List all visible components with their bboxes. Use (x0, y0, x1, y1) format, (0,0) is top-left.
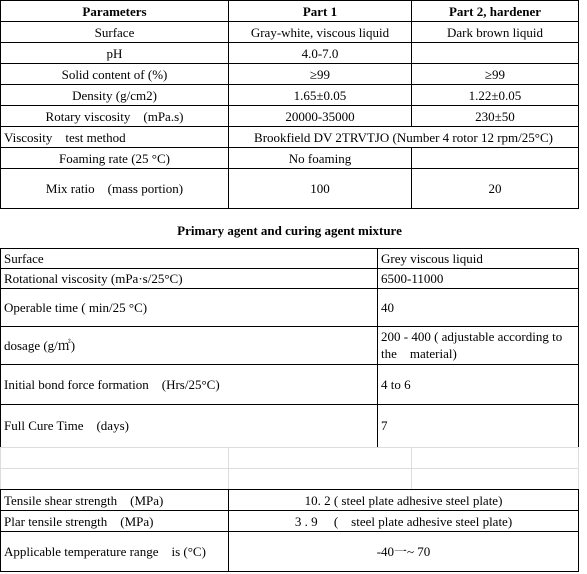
mix-part2: 20 (412, 169, 579, 209)
row-label: Rotary viscosity (mPa.s) (1, 106, 229, 127)
row-label: Density (g/cm2) (1, 85, 229, 106)
part1-value: Gray-white, viscous liquid (229, 22, 412, 43)
spacer-cell (1, 469, 229, 490)
table-row (1, 364, 579, 404)
part1-value: 4.0-7.0 (229, 43, 412, 64)
table-row (1, 326, 579, 364)
method-row (1, 127, 579, 148)
header-parameters: Parameters (1, 1, 229, 22)
parameters-table (0, 0, 579, 209)
mixture-value: Grey viscous liquid (378, 248, 579, 268)
strength-label: Applicable temperature range is (°C) (1, 532, 229, 572)
part1-value: ≥99 (229, 64, 412, 85)
table-row (1, 511, 579, 532)
mix-row (1, 169, 579, 209)
mixture-table (0, 213, 579, 448)
strength-value: -40一~ 70 (229, 532, 579, 572)
row-label: Surface (1, 22, 229, 43)
part1-value: 20000-35000 (229, 106, 412, 127)
header-part1: Part 1 (229, 1, 412, 22)
table-row (1, 106, 579, 127)
part1-value: 1.65±0.05 (229, 85, 412, 106)
spacer-cell (229, 469, 412, 490)
mixture-value: 200 - 400 ( adjustable according to the material) (378, 326, 579, 364)
part2-value: 1.22±0.05 (412, 85, 579, 106)
mixture-label: Surface (1, 248, 378, 268)
mix-label: Mix ratio (mass portion) (1, 169, 229, 209)
blank-spacer-grid (0, 447, 579, 490)
row-label: Solid content of (%) (1, 64, 229, 85)
table-row (1, 22, 579, 43)
part2-value: ≥99 (412, 64, 579, 85)
mixture-value: 7 (378, 404, 579, 447)
spacer-row (1, 469, 579, 490)
spacer-row (1, 448, 579, 469)
mixture-value: 40 (378, 288, 579, 326)
strength-label: Tensile shear strength (MPa) (1, 490, 229, 511)
spacer-cell (412, 469, 579, 490)
part2-value (412, 43, 579, 64)
part2-value: 230±50 (412, 106, 579, 127)
table-row (1, 288, 579, 326)
header-part2: Part 2, hardener (412, 1, 579, 22)
header-row (1, 1, 579, 22)
spacer-cell (229, 448, 412, 469)
table-row (1, 248, 579, 268)
table-row (1, 490, 579, 511)
table-row (1, 85, 579, 106)
foaming-label: Foaming rate (25 °C) (1, 148, 229, 169)
mixture-value: 6500-11000 (378, 268, 579, 288)
strength-value: 10. 2 ( steel plate adhesive steel plate) (229, 490, 579, 511)
table-row (1, 404, 579, 447)
foaming-part1: No foaming (229, 148, 412, 169)
mixture-value: 4 to 6 (378, 364, 579, 404)
mixture-label: Initial bond force formation (Hrs/25°C) (1, 364, 378, 404)
spacer-cell (1, 448, 229, 469)
part2-value: Dark brown liquid (412, 22, 579, 43)
strength-table (0, 489, 579, 572)
mix-part1: 100 (229, 169, 412, 209)
row-label: pH (1, 43, 229, 64)
mixture-title-row (1, 213, 579, 248)
mixture-label: dosage (g/㎡) (1, 326, 378, 364)
mixture-label: Rotational viscosity (mPa·s/25°C) (1, 268, 378, 288)
spacer-cell (412, 448, 579, 469)
mixture-label: Operable time ( min/25 °C) (1, 288, 378, 326)
foaming-row (1, 148, 579, 169)
table-row (1, 43, 579, 64)
table-row (1, 64, 579, 85)
strength-value: 3 . 9 ( steel plate adhesive steel plate) (229, 511, 579, 532)
method-value: Brookfield DV 2TRVTJO (Number 4 rotor 12 rpm/25°C) (229, 127, 579, 148)
foaming-part2 (412, 148, 579, 169)
method-label: Viscosity test method (1, 127, 229, 148)
table-row (1, 268, 579, 288)
strength-label: Plar tensile strength (MPa) (1, 511, 229, 532)
mixture-label: Full Cure Time (days) (1, 404, 378, 447)
mixture-title: Primary agent and curing agent mixture (177, 222, 402, 238)
table-row (1, 532, 579, 572)
